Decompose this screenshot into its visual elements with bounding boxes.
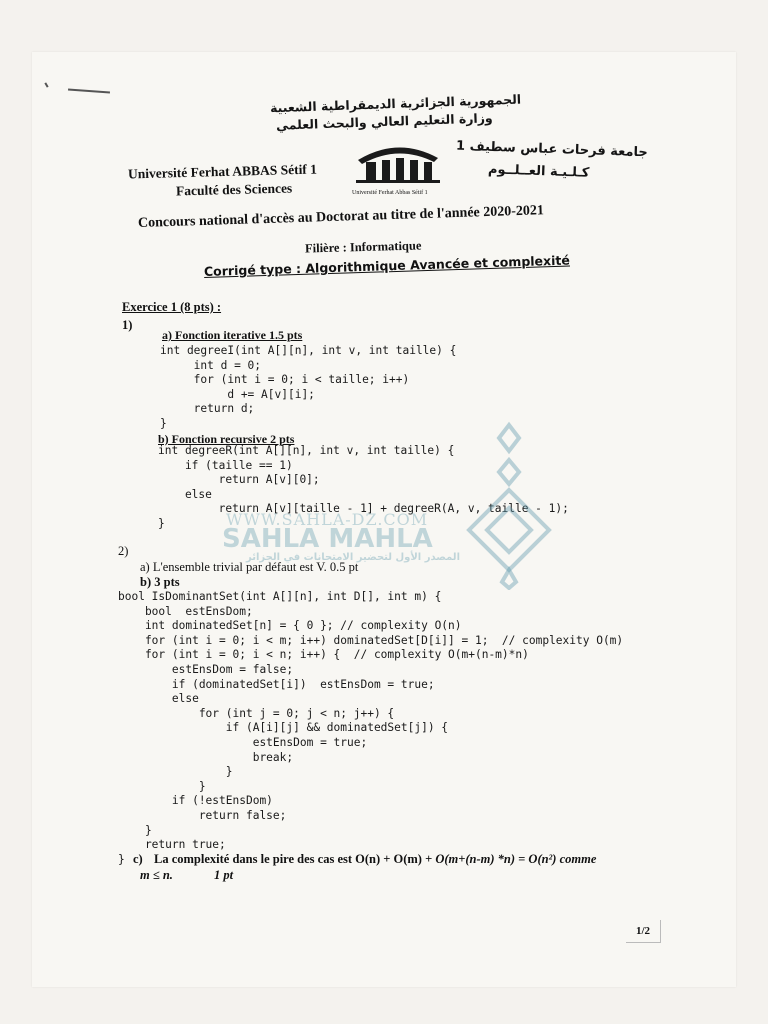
code-line: if (A[i][j] && dominatedSet[j]) { (118, 721, 449, 735)
code-line: } (118, 779, 206, 793)
university-name-ar: جامعة فرحات عباس سطيف 1 (455, 138, 649, 161)
code-line: } (118, 823, 152, 837)
university-logo-icon (352, 138, 444, 188)
exercise-heading: Exercice 1 (8 pts) : (122, 300, 222, 314)
code-line: } (118, 852, 125, 866)
code-line: } (160, 416, 167, 430)
code-line: return A[v][0]; (158, 473, 320, 487)
code-line: bool IsDominantSet(int A[][n], int D[], int m) { (118, 590, 442, 603)
question-2c-answer (154, 852, 596, 867)
complexity-formula: O(m+(n-m) *n) = O(n²) comme (435, 852, 597, 866)
complexity-text: La complexité dans le pire des cas est O(n) + O(m) + (154, 852, 436, 866)
question-2c-label: c) (133, 852, 143, 866)
code-line: return d; (160, 402, 255, 416)
code-line: else (118, 692, 199, 706)
code-line: } (118, 765, 233, 779)
header-ar-line2: وزارة التعليم العالي والبحث العلمي (275, 110, 493, 133)
code-iterative (160, 344, 456, 432)
code-line: } (158, 516, 165, 530)
code-line: int dominatedSet[n] = { 0 }; // complexity O(n) (118, 619, 462, 633)
code-line: d += A[v][i]; (160, 387, 315, 401)
question-2-number: 2) (118, 544, 129, 558)
watermark-tagline: المصدر الأول لتحضير الامتحانات في الجزائر (246, 552, 460, 563)
university-name-fr: Université Ferhat ABBAS Sétif 1 (127, 161, 318, 182)
iterative-label: a) Fonction iterative 1.5 pts (162, 328, 303, 342)
complexity-condition: m ≤ n. (140, 868, 173, 882)
code-dominant-set (118, 590, 623, 867)
code-line: return false; (118, 808, 287, 822)
watermark-logo-icon (464, 420, 554, 590)
watermark-name: SAHLA MAHLA (222, 524, 433, 554)
recursive-label: b) Fonction recursive 2 pts (158, 432, 295, 446)
filiere-title: Filière : Informatique (304, 238, 422, 256)
code-line: bool estEnsDom; (118, 604, 253, 618)
logo-caption: Université Ferhat Abbas Sétif 1 (352, 190, 428, 196)
code-line: estEnsDom = false; (118, 662, 294, 676)
code-line: for (int i = 0; i < m; i++) dominatedSet[D[i]] = 1; // complexity O(m) (118, 633, 624, 647)
code-line: if (taille == 1) (158, 458, 293, 472)
code-line: int degreeR(int A[][n], int v, int taille) { (158, 444, 455, 457)
code-line: return A[v][taille - 1] + degreeR(A, v, taille - 1); (158, 502, 569, 516)
code-line: int d = 0; (160, 358, 262, 372)
code-line: for (int i = 0; i < n; i++) { // complexity O(m+(n-m)*n) (118, 648, 529, 662)
code-line: for (int i = 0; i < taille; i++) (160, 373, 410, 387)
code-line: int degreeI(int A[][n], int v, int taille) { (160, 344, 457, 357)
faculty-name-fr: Faculté des Sciences (175, 180, 293, 199)
header-ar-line1: الجمهورية الجزائرية الديمقراطية الشعبية (269, 91, 522, 116)
question-2a-answer: a) L'ensemble trivial par défaut est V. 0.5 pt (140, 560, 359, 574)
code-line: if (dominatedSet[i]) estEnsDom = true; (118, 677, 435, 691)
code-line: return true; (118, 838, 226, 852)
page-number: 1/2 (626, 920, 661, 943)
watermark-url: WWW.SAHLA-DZ.COM (226, 510, 429, 529)
question-2c-points: 1 pt (214, 868, 234, 882)
faculty-name-ar: كـلـيـة العــلــوم (487, 162, 590, 181)
code-line: break; (118, 750, 294, 764)
question-2b-label: b) 3 pts (140, 575, 180, 589)
contest-title: Concours national d'accès au Doctorat au titre de l'année 2020-2021 (137, 203, 545, 231)
code-line: estEnsDom = true; (118, 735, 368, 749)
code-line: if (!estEnsDom) (118, 794, 273, 808)
code-line: for (int j = 0; j < n; j++) { (118, 706, 395, 720)
corrige-title: Corrigé type : Algorithmique Avancée et complexité (203, 252, 571, 279)
question-1-number: 1) (122, 318, 133, 332)
code-line: else (158, 487, 212, 501)
